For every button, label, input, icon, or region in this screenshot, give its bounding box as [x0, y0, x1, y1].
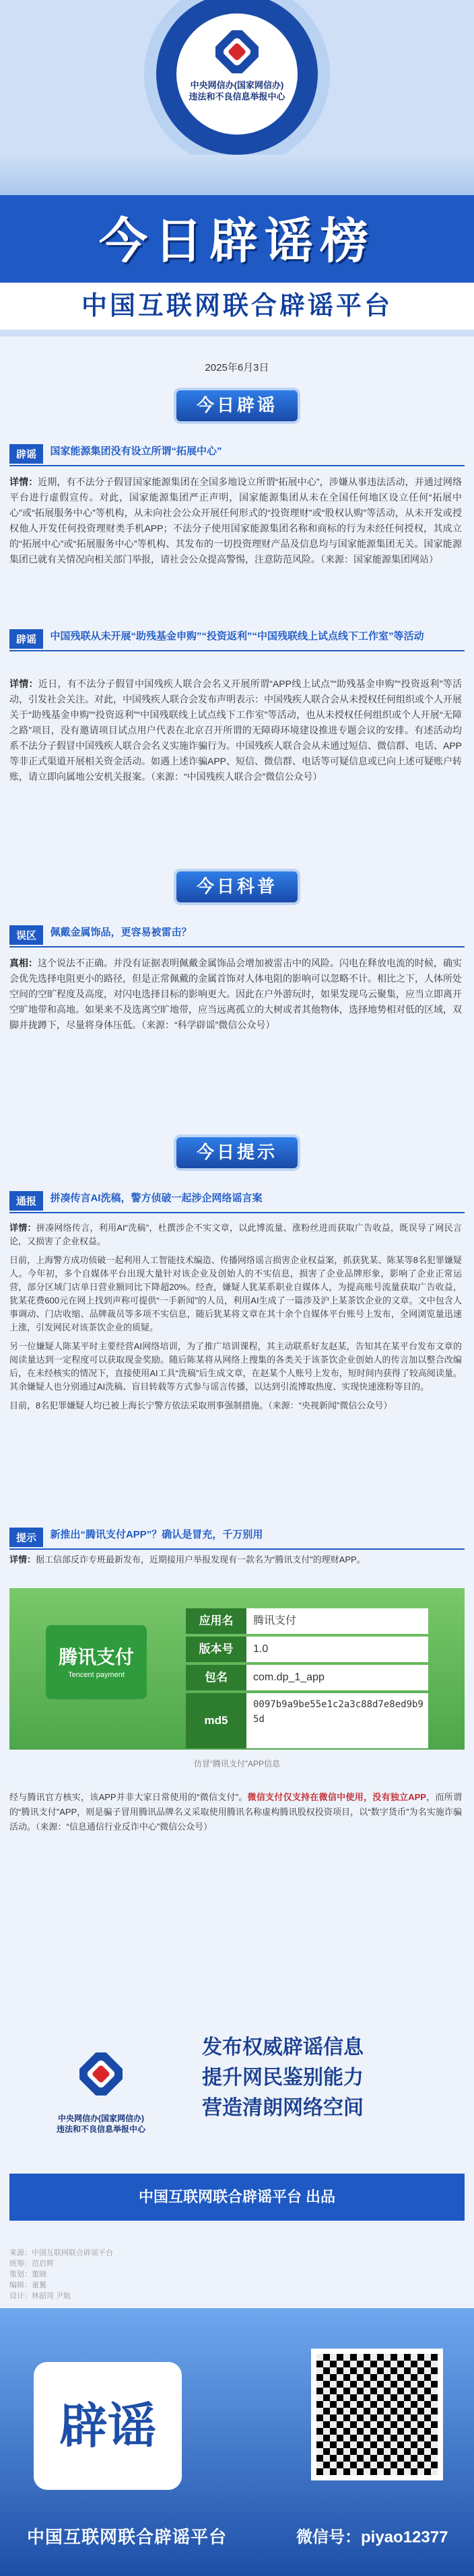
- qr-code[interactable]: [311, 2349, 443, 2480]
- page-subtitle: 中国互联网联合辟谣平台: [0, 283, 474, 330]
- item1-body: [9, 474, 462, 616]
- bottom-platform-name: 中国互联网联合辟谣平台: [27, 2527, 228, 2547]
- item1-header: [9, 444, 465, 464]
- item3-tag: 误区: [9, 925, 43, 945]
- item5-p2-highlight: 微信支付仅支持在微信中使用，没有独立APP: [247, 1792, 426, 1802]
- item5-tag: 提示: [9, 1528, 43, 1547]
- app-row-key: 包名: [186, 1665, 246, 1690]
- item4-label: 详情：: [9, 1223, 36, 1233]
- item4-p1: [9, 1221, 462, 1248]
- item4-divider: [9, 1212, 465, 1213]
- item1-headline: 国家能源集团没有设立所谓“拓展中心”: [50, 445, 222, 457]
- item2-tag: 辟谣: [9, 629, 43, 649]
- footer-cap1: 中央网信办(国家网信办): [58, 2114, 144, 2123]
- item3-label: 真相：: [9, 958, 38, 968]
- item4-p3: 另一位嫌疑人陈某平时主要经营AI网络培训，为了推广培训课程，其主动联系好友赵某，告知其在某平台发布文章的阅读量达到一定程度可以获取现金奖励。随后陈某将从网络上搜集的各类关于该茶饮企业创始人的传言加以整合改编后，在未经核实的情况下，直接使用AI工具“洗稿”后生成文章，在赵某个人账号上发布，短时间内获得了较高阅读量。其余嫌疑人也分别通过AI洗稿、盲目转载等方式参与谣言传播，以达到引流博取热度、实现快速涨粉等目的。: [9, 1341, 462, 1392]
- item5-body-intro: [9, 1553, 462, 1587]
- item4-p1-text: 拼凑网络传言，利用AI“洗稿”，杜撰涉企不实文章，以此博流量、涨粉丝进而获取广告收益，既误导了网民言论，又损害了企业权益。: [9, 1223, 462, 1246]
- item1-label: 详情：: [9, 476, 38, 487]
- item5-headline: 新推出“腾讯支付APP”？确认是冒充，千万别用: [50, 1529, 263, 1540]
- fake-app-info-table: [186, 1608, 428, 1751]
- logo-caption: [183, 79, 291, 102]
- city-skyline: [0, 155, 474, 195]
- item2-text: 近日，有不法分子假冒中国残疾人联合会名义开展所谓“APP线上试点”“助残基金申购”“投资返利”等活动，引发社会关注。对此，中国残疾人联合会发布声明表示：中国残疾人联合会从未授权任何组织或个人开展关于“助残基金申购”“投资返利”“中国残联线上试点线下工作室”等活动，也从未授权任何组织或个人开展“无障之路”项目，没有邀请项目试点用户代表在北京召开所谓的无障碍环境建设推进专题会议的安排。有述活动均系不法分子假冒中国残疾人联合会名义实施诈骗行为。中国残疾人联合会从未通过短信、微信群、电话、APP等非正式渠道开展相关资金活动。如遇上述诈骗APP、短信、微信群、电话等可疑信息或已向上述可疑账户转账，请立即向属地公安机关报案。（来源：“中国残疾人联合会”微信公众号）: [9, 678, 463, 782]
- app-row-key: 版本号: [186, 1637, 246, 1662]
- item4-tag: 通报: [9, 1191, 43, 1211]
- wechat-id: 微信号：piyao12377: [296, 2528, 448, 2546]
- logo-caption-line1: 中央网信办(国家网信办): [190, 80, 284, 90]
- logo-caption-line2: 违法和不良信息举报中心: [189, 92, 285, 102]
- app-row-value: 0097b9a9be55e1c2a3c88d7e8ed9b95d: [246, 1693, 428, 1748]
- credits: [9, 2248, 113, 2301]
- item2-body: [9, 676, 462, 851]
- footer-cap2: 违法和不良信息举报中心: [56, 2124, 145, 2134]
- shield-logo-icon: [215, 30, 259, 73]
- section-banner-alert: 今日提示: [176, 1137, 298, 1168]
- app-row-key: 应用名: [186, 1608, 246, 1634]
- item5-p2-a: 经与腾讯官方核实，该APP并非大家日常使用的“微信支付”。: [9, 1792, 248, 1802]
- produced-by-banner: 中国互联网联合辟谣平台 出品: [9, 2174, 465, 2221]
- item3-text: 这个说法不正确。并没有证据表明佩戴金属饰品会增加被雷击中的风险。闪电在释放电流的时候，确实会优先选择电阻更小的路径，但是正常佩戴的金属首饰对人体电阻的影响可以忽略不计。相比之下，人体所处空间的空旷程度及高度，对闪电选择目标的影响更大。因此在户外游玩时，如果发现乌云聚集，应当立即离开空旷地带和高地。如果来不及选离空旷地带，应当远离孤立的大树或者其他物体，选择地势相对低的区域，双脚并拢蹲下，尽量将身体压低。（来源：“科学辟谣”微信公众号）: [9, 958, 462, 1030]
- app-row-key: md5: [186, 1693, 246, 1748]
- credit-line: 编辑：童翼: [9, 2281, 46, 2289]
- item5-p2-c: ，而所谓的“腾讯支付”APP，则是骗子冒用腾讯品牌名义采取使用腾讯名称虚构腾讯股权投资项目，以“数字货币”为名实施诈骗活动。（来源：“信息通信行业反诈中心”微信公众号）: [9, 1792, 462, 1832]
- credit-line: 设计：林韶周 尹航: [9, 2292, 71, 2300]
- item1-text: 近期，有不法分子假冒国家能源集团在全国多地设立所谓“拓展中心”，涉嫌从事违法活动，并通过网络平台进行虚假宣传。对此，国家能源集团严正声明，国家能源集团从未在全国任何地区设立任何“拓展中心”或“拓展服务中心”等机构，从未向社会公众开展任何形式的“投资理财”或“股权认购”等活动，从未开发或授权他人开发任何投资理财类手机APP；不法分子使用国家能源集团名称和商标的行为未经任何授权，其成立的“拓展中心”或“拓展服务中心”等机构、其发布的一切投资理财产品及信息均与国家能源集团无关。国家能源集团已就有关情况向相关部门举报，请社会公众提高警惕，注意防范风险。（来源：国家能源集团网站）: [9, 476, 462, 565]
- app-row-value: com.dp_1_app: [246, 1665, 428, 1690]
- fake-app-logo-text: 腾讯支付: [58, 1647, 134, 1668]
- item3-headline: 佩戴金属饰品，更容易被雷击？: [50, 927, 192, 938]
- app-row-version: [186, 1637, 428, 1662]
- item3-body: [9, 956, 462, 1117]
- footer-slogan3: 营造清朗网络空间: [202, 2096, 364, 2120]
- app-row-name: [186, 1608, 428, 1634]
- fake-app-logo-sub: Tencent payment: [68, 1671, 125, 1679]
- footer-slogan2: 提升网民鉴别能力: [202, 2066, 364, 2089]
- credit-line: 统筹：范启辉: [9, 2260, 54, 2268]
- item5-label: 详情：: [9, 1554, 36, 1565]
- footer-slogans: [202, 2032, 364, 2123]
- item5-divider: [9, 1548, 465, 1550]
- bottom-banner: [0, 2308, 474, 2576]
- section-banner-science: 今日科普: [176, 871, 298, 902]
- item4-body: [9, 1221, 462, 1517]
- date-label: 2025年6月3日: [205, 362, 269, 373]
- item2-headline: 中国残联从未开展“助残基金申购”“投资返利”“中国残联线上试点线下工作室”等活动: [50, 631, 424, 642]
- item3-divider: [9, 946, 465, 947]
- footer-promo: [0, 2026, 474, 2160]
- credit-line: 来源：中国互联网联合辟谣平台: [9, 2249, 113, 2257]
- footer-logo-caption: [40, 2113, 162, 2135]
- item5-body-detail: [9, 1790, 462, 1851]
- credit-line: 策划：董晓: [9, 2270, 46, 2279]
- item4-headline: 拼凑传言AI洗稿，警方侦破一起涉企网络谣言案: [50, 1192, 263, 1204]
- item3-header: [9, 925, 465, 945]
- item4-p2: 日前，上海警方成功侦破一起利用人工智能技术编造、传播网络谣言损害企业权益案，抓获犹某、陈某等8名犯罪嫌疑人。今年初，多个自媒体平台出现大量针对该企业及创始人的不实信息，损害了企业品牌形象，影响了企业正常运营，部分区域门店单日营业额同比下降超20%。经查，嫌疑人犹某系职业自媒体人，为提高账号流量获取广告收益，犹某花费600元在网上找到声称可提供“一手新闻”的人员，利用AI生成了一篇涉及沪上某茶饮企业的文章。文中包含人事调动、门店收缩、品牌裁员等多项不实信息，随后犹某将文章在其十余个自媒体平台账号上发布，全网浏览量迅速上涨，引发网民对该茶饮企业的质疑。: [9, 1255, 462, 1332]
- footer-slogan1: 发布权威辟谣信息: [202, 2036, 364, 2059]
- item2-divider: [9, 650, 465, 651]
- item1-divider: [9, 465, 465, 466]
- app-row-value: 1.0: [246, 1637, 428, 1662]
- app-card-caption: 仿冒“腾讯支付”APP信息: [193, 1759, 280, 1768]
- fake-app-card: [9, 1588, 465, 1750]
- fake-app-logo: [46, 1625, 147, 1699]
- item4-p4: 目前，8名犯罪嫌疑人均已被上海长宁警方依法采取刑事强制措施。（来源：“央视新闻”微信公众号）: [9, 1400, 393, 1410]
- app-row-value: 腾讯支付: [246, 1608, 428, 1634]
- item1-tag: 辟谣: [9, 444, 43, 464]
- footer-shield-logo-icon: [79, 2052, 123, 2096]
- qr-code-pattern: [316, 2354, 438, 2475]
- item4-header: [9, 1191, 465, 1211]
- item2-label: 详情：: [9, 678, 38, 689]
- app-row-md5: [186, 1693, 428, 1748]
- item5-header: [9, 1528, 465, 1547]
- app-row-package: [186, 1665, 428, 1690]
- page-title: 今日辟谣榜: [98, 212, 375, 269]
- section-banner-rumor: 今日辟谣: [176, 390, 298, 421]
- item2-header: [9, 629, 465, 649]
- piyao-big-logo: 辟谣: [34, 2362, 182, 2490]
- item5-p1: 据工信部反诈专班最新发布，近期接用户举报发现有一款名为“腾讯支付”的理财APP。: [36, 1554, 366, 1565]
